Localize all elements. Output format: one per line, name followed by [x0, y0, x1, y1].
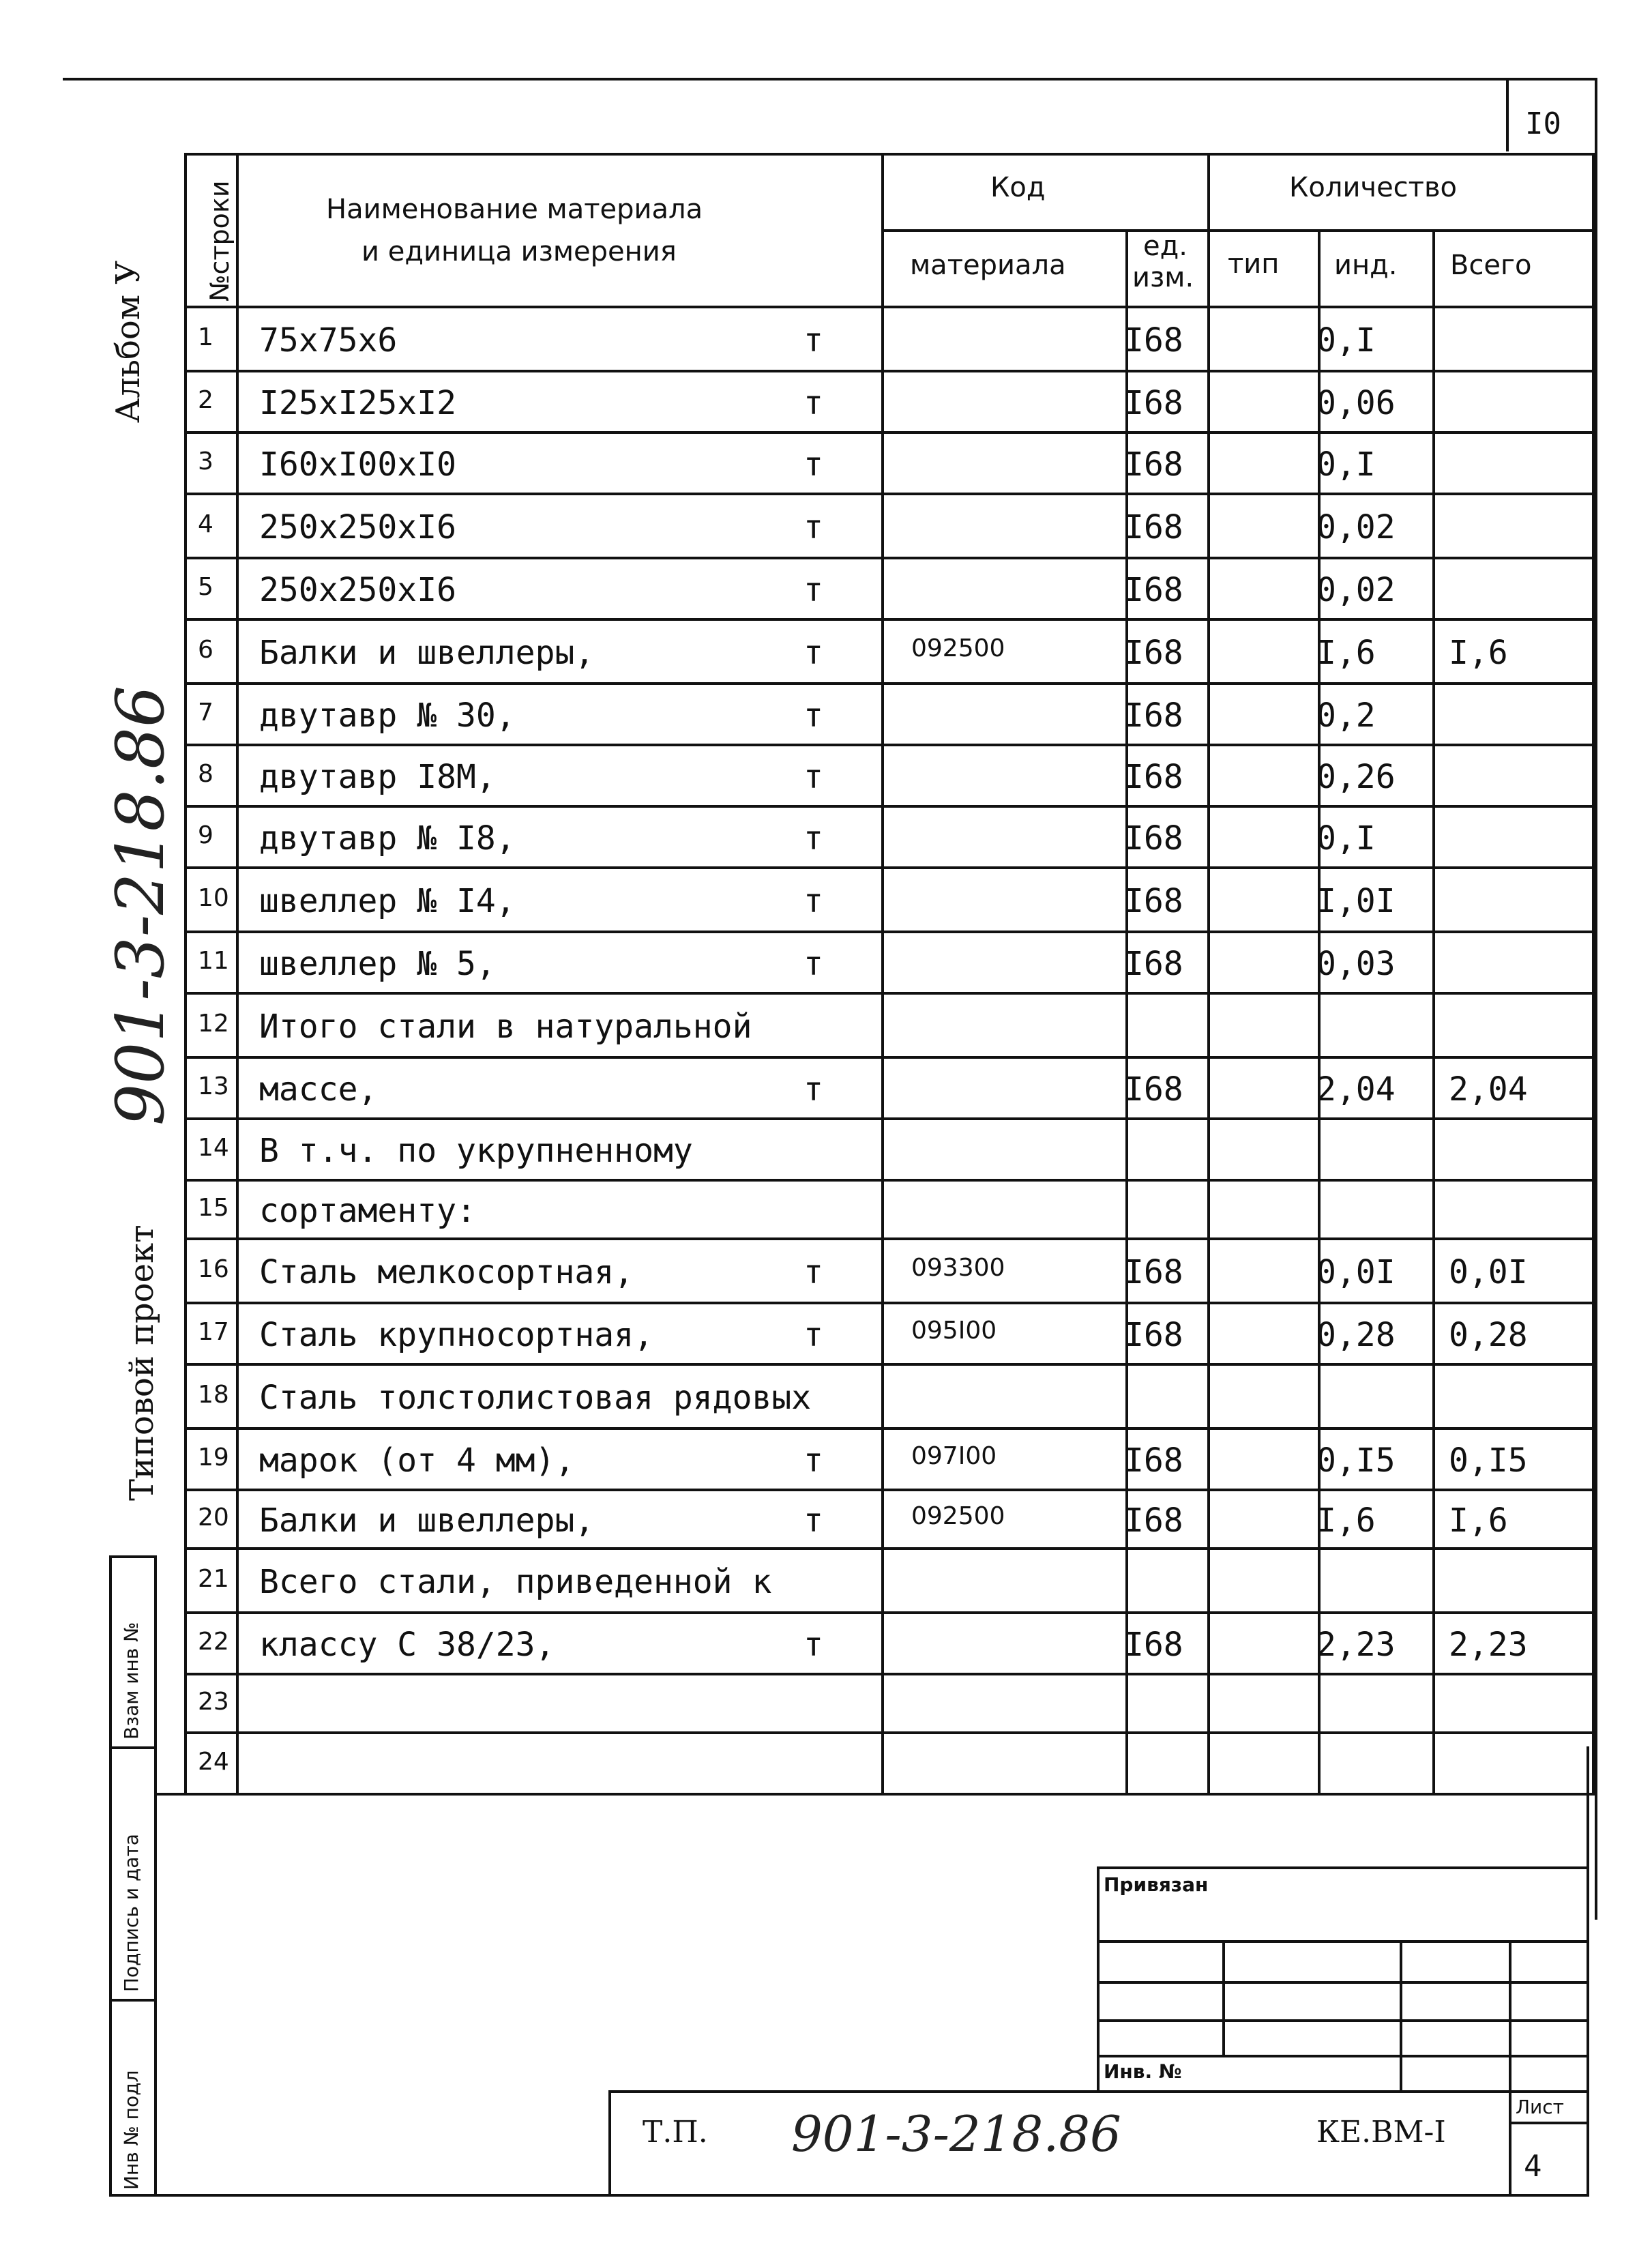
row-name: В т.ч. по укрупненному: [259, 1132, 693, 1170]
row-line: [184, 992, 1592, 995]
row-unit: т: [803, 882, 823, 920]
row-total: 2,23: [1449, 1626, 1528, 1664]
stamp-vzam: Взам инв №: [120, 1622, 143, 1740]
row-unit: т: [803, 1253, 823, 1291]
album-label: Альбом У: [109, 260, 147, 423]
header-unit: ед.: [1143, 231, 1188, 262]
tb-stamp-left: [1097, 1866, 1100, 2092]
col-line-name: [881, 153, 884, 1796]
row-line: [184, 931, 1592, 933]
row-unit: т: [803, 571, 823, 609]
row-total: 0,0I: [1449, 1253, 1528, 1291]
row-name: I25xI25xI2: [259, 384, 456, 422]
row-name: Балки и швеллеры,: [259, 634, 595, 672]
tb-stamp-top: [1097, 1866, 1588, 1869]
row-line: [184, 1731, 1592, 1734]
header-ind: инд.: [1334, 250, 1398, 281]
header-row-no: №строки: [205, 180, 235, 302]
row-number: 14: [198, 1134, 229, 1162]
row-unit: т: [803, 384, 823, 422]
row-name: Балки и швеллеры,: [259, 1501, 595, 1540]
row-line: [184, 1489, 1592, 1491]
header-material: материала: [910, 250, 1066, 281]
lower-frame-top: [154, 1793, 1588, 1796]
row-measure: I68: [1124, 758, 1183, 796]
row-number: 24: [198, 1748, 229, 1776]
row-unit: т: [803, 1070, 823, 1109]
row-unit: т: [803, 1626, 823, 1664]
row-name: 250x250xI6: [259, 508, 456, 546]
row-total: 0,28: [1449, 1316, 1528, 1354]
row-ind: 0,26: [1316, 758, 1396, 796]
col-line-ind: [1432, 229, 1435, 1796]
row-ind: 0,02: [1316, 571, 1396, 609]
row-code: 092500: [911, 634, 1005, 662]
row-number: 18: [198, 1381, 229, 1409]
tb-bottom: [154, 2194, 1588, 2197]
header-unit-2: изм.: [1132, 262, 1194, 293]
row-measure: I68: [1124, 384, 1183, 422]
row-number: 3: [198, 448, 213, 475]
row-name: Сталь толстолистовая рядовых: [259, 1379, 812, 1417]
row-code: 092500: [911, 1502, 1005, 1530]
row-name: Итого стали в натуральной: [259, 1008, 752, 1046]
row-number: 8: [198, 760, 213, 788]
tb-stamp-h2: [1097, 1981, 1588, 1984]
stamp-inv: Инв № подл: [120, 2070, 143, 2190]
row-line: [184, 1179, 1592, 1182]
header-name: Наименование материала: [326, 194, 703, 225]
row-measure: I68: [1124, 1501, 1183, 1540]
tb-doc-code: КЕ.ВМ-I: [1316, 2115, 1446, 2150]
row-measure: I68: [1124, 1253, 1183, 1291]
row-line: [184, 805, 1592, 808]
row-number: 7: [198, 699, 213, 727]
row-measure: I68: [1124, 571, 1183, 609]
row-name: двутавр I8M,: [259, 758, 496, 796]
row-name: Сталь мелкосортная,: [259, 1253, 634, 1291]
tb-stamp-v3: [1509, 1940, 1511, 2194]
row-unit: т: [803, 1316, 823, 1354]
row-number: 23: [198, 1688, 229, 1716]
col-line-left: [184, 153, 187, 1796]
row-unit: т: [803, 1441, 823, 1480]
tb-project-handwritten: 901-3-218.86: [791, 2105, 1121, 2163]
row-ind: I,6: [1316, 1501, 1376, 1540]
tb-stamp-v1: [1222, 1940, 1225, 2056]
row-number: 9: [198, 821, 213, 849]
row-measure: I68: [1124, 819, 1183, 858]
row-measure: I68: [1124, 697, 1183, 735]
row-line: [184, 1673, 1592, 1675]
row-unit: т: [803, 1501, 823, 1540]
row-ind: 0,I: [1316, 445, 1376, 484]
row-number: 5: [198, 573, 213, 601]
row-unit: т: [803, 758, 823, 796]
row-ind: 0,I: [1316, 819, 1376, 858]
col-line-right: [1592, 153, 1595, 1796]
lower-frame-left: [154, 1793, 157, 2194]
row-line: [184, 866, 1592, 869]
row-name: 75x75x6: [259, 321, 398, 360]
row-measure: I68: [1124, 1070, 1183, 1109]
row-ind: 0,02: [1316, 508, 1396, 546]
row-unit: т: [803, 634, 823, 672]
row-ind: I,6: [1316, 634, 1376, 672]
row-line: [184, 1117, 1592, 1120]
row-measure: I68: [1124, 882, 1183, 920]
row-code: 093300: [911, 1254, 1005, 1282]
row-name: Всего стали, приведенной к: [259, 1563, 772, 1601]
row-unit: т: [803, 321, 823, 360]
row-number: 6: [198, 636, 213, 664]
row-measure: I68: [1124, 508, 1183, 546]
row-measure: I68: [1124, 634, 1183, 672]
row-measure: I68: [1124, 445, 1183, 484]
row-ind: 0,03: [1316, 945, 1396, 983]
header-bottom-line: [184, 306, 1592, 308]
header-name-2: и единица измерения: [362, 236, 677, 267]
row-ind: 0,I5: [1316, 1441, 1396, 1480]
header-type: тип: [1228, 248, 1280, 280]
row-ind: 2,23: [1316, 1626, 1396, 1664]
row-name: Сталь крупносортная,: [259, 1316, 653, 1354]
row-unit: т: [803, 697, 823, 735]
row-name: швеллер № 5,: [259, 945, 496, 983]
stamp-sign: Подпись и дата: [120, 1834, 143, 1992]
row-ind: 0,2: [1316, 697, 1376, 735]
col-line-measure: [1207, 153, 1210, 1796]
header-mid-line: [881, 229, 1592, 232]
row-number: 13: [198, 1072, 229, 1100]
row-line: [184, 1363, 1592, 1366]
table-top-line: [184, 153, 1592, 156]
row-unit: т: [803, 819, 823, 858]
row-number: 21: [198, 1565, 229, 1593]
row-number: 10: [198, 884, 229, 912]
row-line: [184, 744, 1592, 746]
row-total: I,6: [1449, 634, 1508, 672]
row-code: 097I00: [911, 1442, 997, 1470]
row-name: I60xI00xI0: [259, 445, 456, 484]
row-line: [184, 557, 1592, 559]
row-ind: 2,04: [1316, 1070, 1396, 1109]
row-line: [184, 1056, 1592, 1059]
row-number: 17: [198, 1318, 229, 1346]
row-name: 250x250xI6: [259, 571, 456, 609]
row-name: классу С 38/23,: [259, 1626, 555, 1664]
row-line: [184, 493, 1592, 495]
row-number: 19: [198, 1444, 229, 1471]
tb-stamp-v2: [1400, 1940, 1402, 2090]
row-unit: т: [803, 445, 823, 484]
row-measure: I68: [1124, 1316, 1183, 1354]
row-number: 12: [198, 1010, 229, 1038]
tb-inv-no: Инв. №: [1104, 2060, 1182, 2083]
row-name: двутавр № 30,: [259, 697, 516, 735]
row-number: 1: [198, 323, 213, 351]
row-number: 4: [198, 510, 213, 538]
row-name: массе,: [259, 1070, 378, 1109]
tb-tp: Т.П.: [643, 2115, 708, 2150]
tb-list-no: 4: [1524, 2149, 1542, 2184]
sheet-number: I0: [1525, 106, 1561, 141]
row-total: I,6: [1449, 1501, 1508, 1540]
row-number: 2: [198, 386, 213, 414]
row-number: 16: [198, 1255, 229, 1283]
tb-list-label: Лист: [1516, 2096, 1564, 2118]
tb-list-h: [1509, 2122, 1588, 2124]
row-name: швеллер № I4,: [259, 882, 516, 920]
row-measure: I68: [1124, 1626, 1183, 1664]
row-total: 0,I5: [1449, 1441, 1528, 1480]
row-number: 11: [198, 947, 229, 975]
row-name: марок (от 4 мм),: [259, 1441, 575, 1480]
row-unit: т: [803, 508, 823, 546]
tb-privyazan: Привязан: [1104, 1873, 1209, 1896]
row-ind: 0,06: [1316, 384, 1396, 422]
row-ind: 0,I: [1316, 321, 1376, 360]
row-line: [184, 618, 1592, 621]
row-name: двутавр № I8,: [259, 819, 516, 858]
row-line: [184, 370, 1592, 372]
row-line: [184, 1302, 1592, 1304]
tb-stamp-h4: [1097, 2055, 1588, 2057]
row-unit: т: [803, 945, 823, 983]
row-line: [184, 431, 1592, 434]
row-line: [184, 682, 1592, 685]
row-ind: 0,28: [1316, 1316, 1396, 1354]
row-ind: 0,0I: [1316, 1253, 1396, 1291]
row-measure: I68: [1124, 1441, 1183, 1480]
row-measure: I68: [1124, 321, 1183, 360]
project-code-handwritten: 901-3-218.86: [102, 685, 179, 1126]
header-quantity: Количество: [1289, 172, 1458, 203]
row-name: сортаменту:: [259, 1192, 476, 1230]
row-number: 15: [198, 1194, 229, 1222]
row-line: [184, 1427, 1592, 1430]
col-line-rowno: [236, 153, 239, 1796]
row-line: [184, 1611, 1592, 1614]
row-number: 20: [198, 1504, 229, 1532]
header-code: Код: [990, 172, 1046, 203]
row-line: [184, 1547, 1592, 1550]
row-measure: I68: [1124, 945, 1183, 983]
header-total: Всего: [1450, 250, 1532, 281]
row-number: 22: [198, 1628, 229, 1656]
row-code: 095I00: [911, 1317, 997, 1345]
tb-left: [608, 2090, 611, 2197]
row-line: [184, 1237, 1592, 1240]
tb-stamp-h1: [1097, 1940, 1588, 1943]
row-ind: I,0I: [1316, 882, 1396, 920]
tb-right: [1587, 1746, 1589, 2197]
row-total: 2,04: [1449, 1070, 1528, 1109]
tb-stamp-h3: [1097, 2019, 1588, 2022]
typical-project-label: Типовой проект: [123, 1225, 161, 1501]
